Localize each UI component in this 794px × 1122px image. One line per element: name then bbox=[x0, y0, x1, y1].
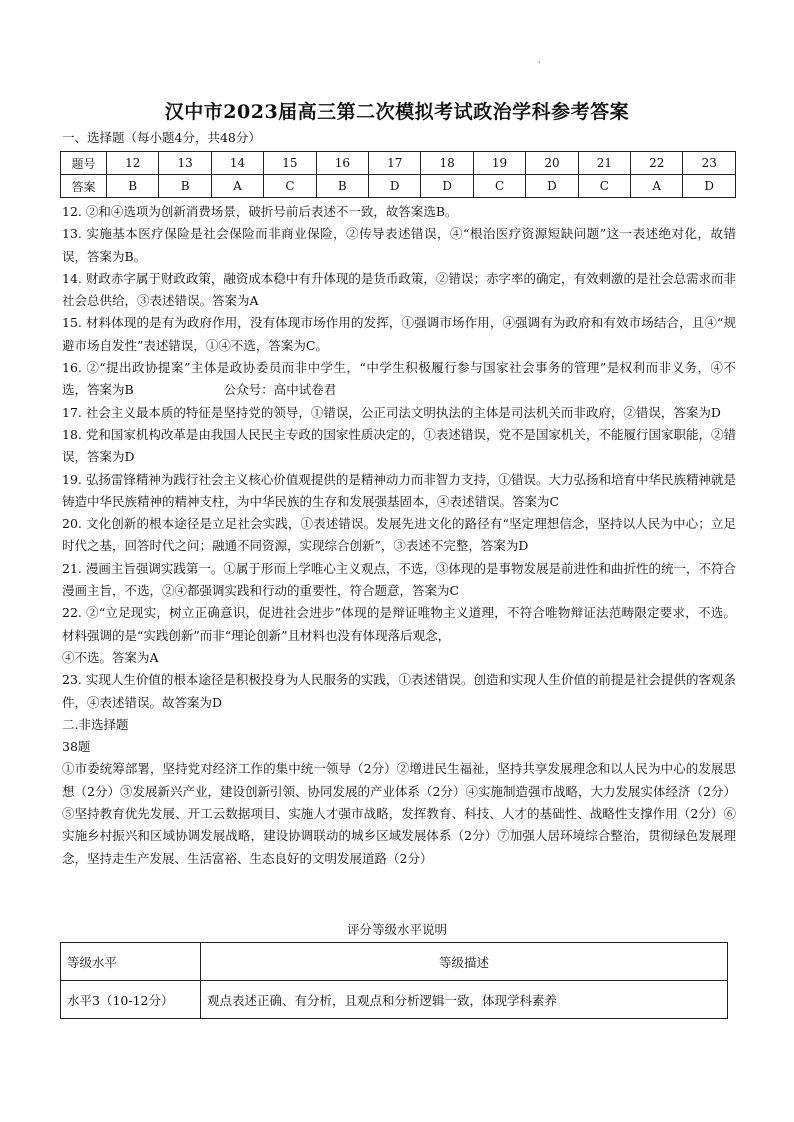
question-number-cell: 12 bbox=[107, 152, 159, 175]
question-38-label: 38题 bbox=[62, 739, 91, 755]
question-number-cell: 21 bbox=[578, 152, 630, 175]
question-number-cell: 23 bbox=[683, 152, 736, 175]
answer-table-header-cell: 题号 bbox=[61, 152, 107, 175]
explanation-paragraph: 23. 实现人生价值的根本途径是积极投身为人民服务的实践，①表述错误。创造和实现人生价值的前提是社会提供的客观条件，④表述错误。故答案为D bbox=[62, 672, 736, 710]
page-title: 汉中市2023届高三第二次模拟考试政治学科参考答案 bbox=[164, 101, 630, 123]
explanation-paragraph: 12. ②和④选项为创新消费场景，破折号前后表述不一致，故答案选B。 bbox=[62, 204, 458, 219]
scan-mark: · bbox=[538, 58, 541, 68]
grading-desc-cell: 观点表述正确、有分析，且观点和分析逻辑一致，体现学科素养 bbox=[201, 981, 728, 1019]
question-number-cell: 13 bbox=[159, 152, 211, 175]
explanation-paragraph: 21. 漫画主旨强调实践第一。①属于形而上学唯心主义观点，不选，③体现的是事物发展是前进性和曲折性的统一，不符合漫画主旨，不选，②④都强调实践和行动的重要性，符合题意，答案为C bbox=[62, 560, 736, 599]
answer-cell: D bbox=[369, 175, 421, 198]
grading-desc-header: 等级描述 bbox=[201, 943, 728, 981]
answer-cell: B bbox=[159, 175, 211, 198]
answer-cell: D bbox=[683, 175, 736, 198]
explanation-paragraph-16 bbox=[62, 357, 736, 402]
answer-table-label-cell: 答案 bbox=[61, 175, 107, 198]
answer-cell: C bbox=[264, 175, 316, 198]
question-number-cell: 20 bbox=[526, 152, 578, 175]
question-number-cell: 22 bbox=[631, 152, 683, 175]
explanation-paragraph: ④不选。答案为A bbox=[62, 649, 159, 665]
question-number-cell: 16 bbox=[316, 152, 368, 175]
answer-cell: B bbox=[316, 175, 368, 198]
answer-cell: D bbox=[526, 175, 578, 198]
section-non-choice-heading: 二.非选择题 bbox=[62, 716, 129, 732]
question-number-cell: 17 bbox=[369, 152, 421, 175]
explanation-paragraph: 14. 财政赤字属于财政政策，融资成本稳中有升体现的是货币政策，②错误；赤字率的确定，有效刺激的是社会总需求而非社会总供给，③表述错误。答案为A bbox=[62, 270, 736, 309]
answer-table-number-row bbox=[61, 152, 736, 175]
explanation-paragraph: 19. 弘扬雷锋精神为践行社会主义核心价值观提供的是精神动力而非智力支持，①错误。大力弘扬和培育中华民族精神就是铸造中华民族精神的精神支柱，为中华民族的生存和发展强基固本，④表述错误。答案为C bbox=[62, 471, 736, 509]
section-multiple-choice-heading: 一、选择题（每小题4分，共48分） bbox=[62, 130, 261, 145]
question-38-answer: ①市委统筹部署，坚持党对经济工作的集中统一领导（2分）②增进民生福祉，坚持共享发展理念和以人民为中心的发展思想（2分）③发展新兴产业，建设创新引领、协同发展的产业体系（2分）④实施制造强市战略，大力发展实体经济（2分）⑤坚持教育优先发展、开工云数据项目、实施人才强市战略，发挥教育、科技、人才的基础性、战略性支撑作用（2分）⑥实施乡村振兴和区域协调发展战略，建设协调联动的城乡区域发展体系（2分）⑦加强人居环境综合整治，贯彻绿色发展理念，坚持走生产发展、生活富裕、生态良好的文明发展道路（2分） bbox=[62, 761, 736, 866]
explanation-paragraph: 20. 文化创新的根本途径是立足社会实践，①表述错误。发展先进文化的路径有“坚定理想信念，坚持以人民为中心；立足时代之基，回答时代之问；融通不同资源，实现综合创新”，③表述不完整，答案为D bbox=[62, 516, 736, 554]
explanation-paragraph: 18. 党和国家机构改革是由我国人民民主专政的国家性质决定的，①表述错误，党不是国家机关，不能履行国家职能，②错误，答案为D bbox=[62, 426, 736, 465]
answer-cell: A bbox=[211, 175, 263, 198]
explanation-paragraph: 15. 材料体现的是有为政府作用，没有体现市场作用的发挥，①强调市场作用，④强调有为政府和有效市场结合，且④“规避市场自发性”表述错误，①④不选，答案为C。 bbox=[62, 315, 736, 353]
question-number-cell: 19 bbox=[473, 152, 525, 175]
wechat-account-note: 公众号：高中试卷君 bbox=[223, 382, 337, 398]
grading-header-row bbox=[61, 943, 728, 981]
answer-cell: B bbox=[107, 175, 159, 198]
explanation-paragraph: 17. 社会主义最本质的特征是坚持党的领导，①错误，公正司法文明执法的主体是司法机关而非政府，②错误，答案为D bbox=[62, 404, 721, 420]
explanation-paragraph: 13. 实施基本医疗保险是社会保险而非商业保险，②传导表述错误，④“根治医疗资源短缺问题”这一表述绝对化，故错误，答案为B。 bbox=[62, 226, 736, 264]
question-number-cell: 14 bbox=[211, 152, 263, 175]
explanations-body bbox=[62, 201, 736, 870]
answer-cell: D bbox=[421, 175, 473, 198]
grading-row bbox=[61, 981, 728, 1019]
grading-table bbox=[60, 942, 728, 1019]
answer-table bbox=[60, 151, 736, 198]
answer-cell: A bbox=[631, 175, 683, 198]
grading-caption: 评分等级水平说明 bbox=[346, 922, 447, 937]
answer-cell: C bbox=[578, 175, 630, 198]
grading-level-header: 等级水平 bbox=[61, 943, 201, 981]
answer-table-answer-row bbox=[61, 175, 736, 198]
question-number-cell: 18 bbox=[421, 152, 473, 175]
grading-level-cell: 水平3（10-12分） bbox=[61, 981, 201, 1019]
explanation-paragraph: 22. ②“立足现实，树立正确意识，促进社会进步”体现的是辩证唯物主义道理，不符合唯物辩证法范畴限定要求，不选。材料强调的是“实践创新”而非“理论创新”且材料也没有体现落后观念， bbox=[62, 605, 736, 643]
answer-cell: C bbox=[473, 175, 525, 198]
explanation-text: 16. ②“提出政协提案”主体是政协委员而非中学生，“中学生积极履行参与国家社会事务的管理”是权利而非义务，④不选，答案为B bbox=[62, 360, 736, 398]
question-number-cell: 15 bbox=[264, 152, 316, 175]
